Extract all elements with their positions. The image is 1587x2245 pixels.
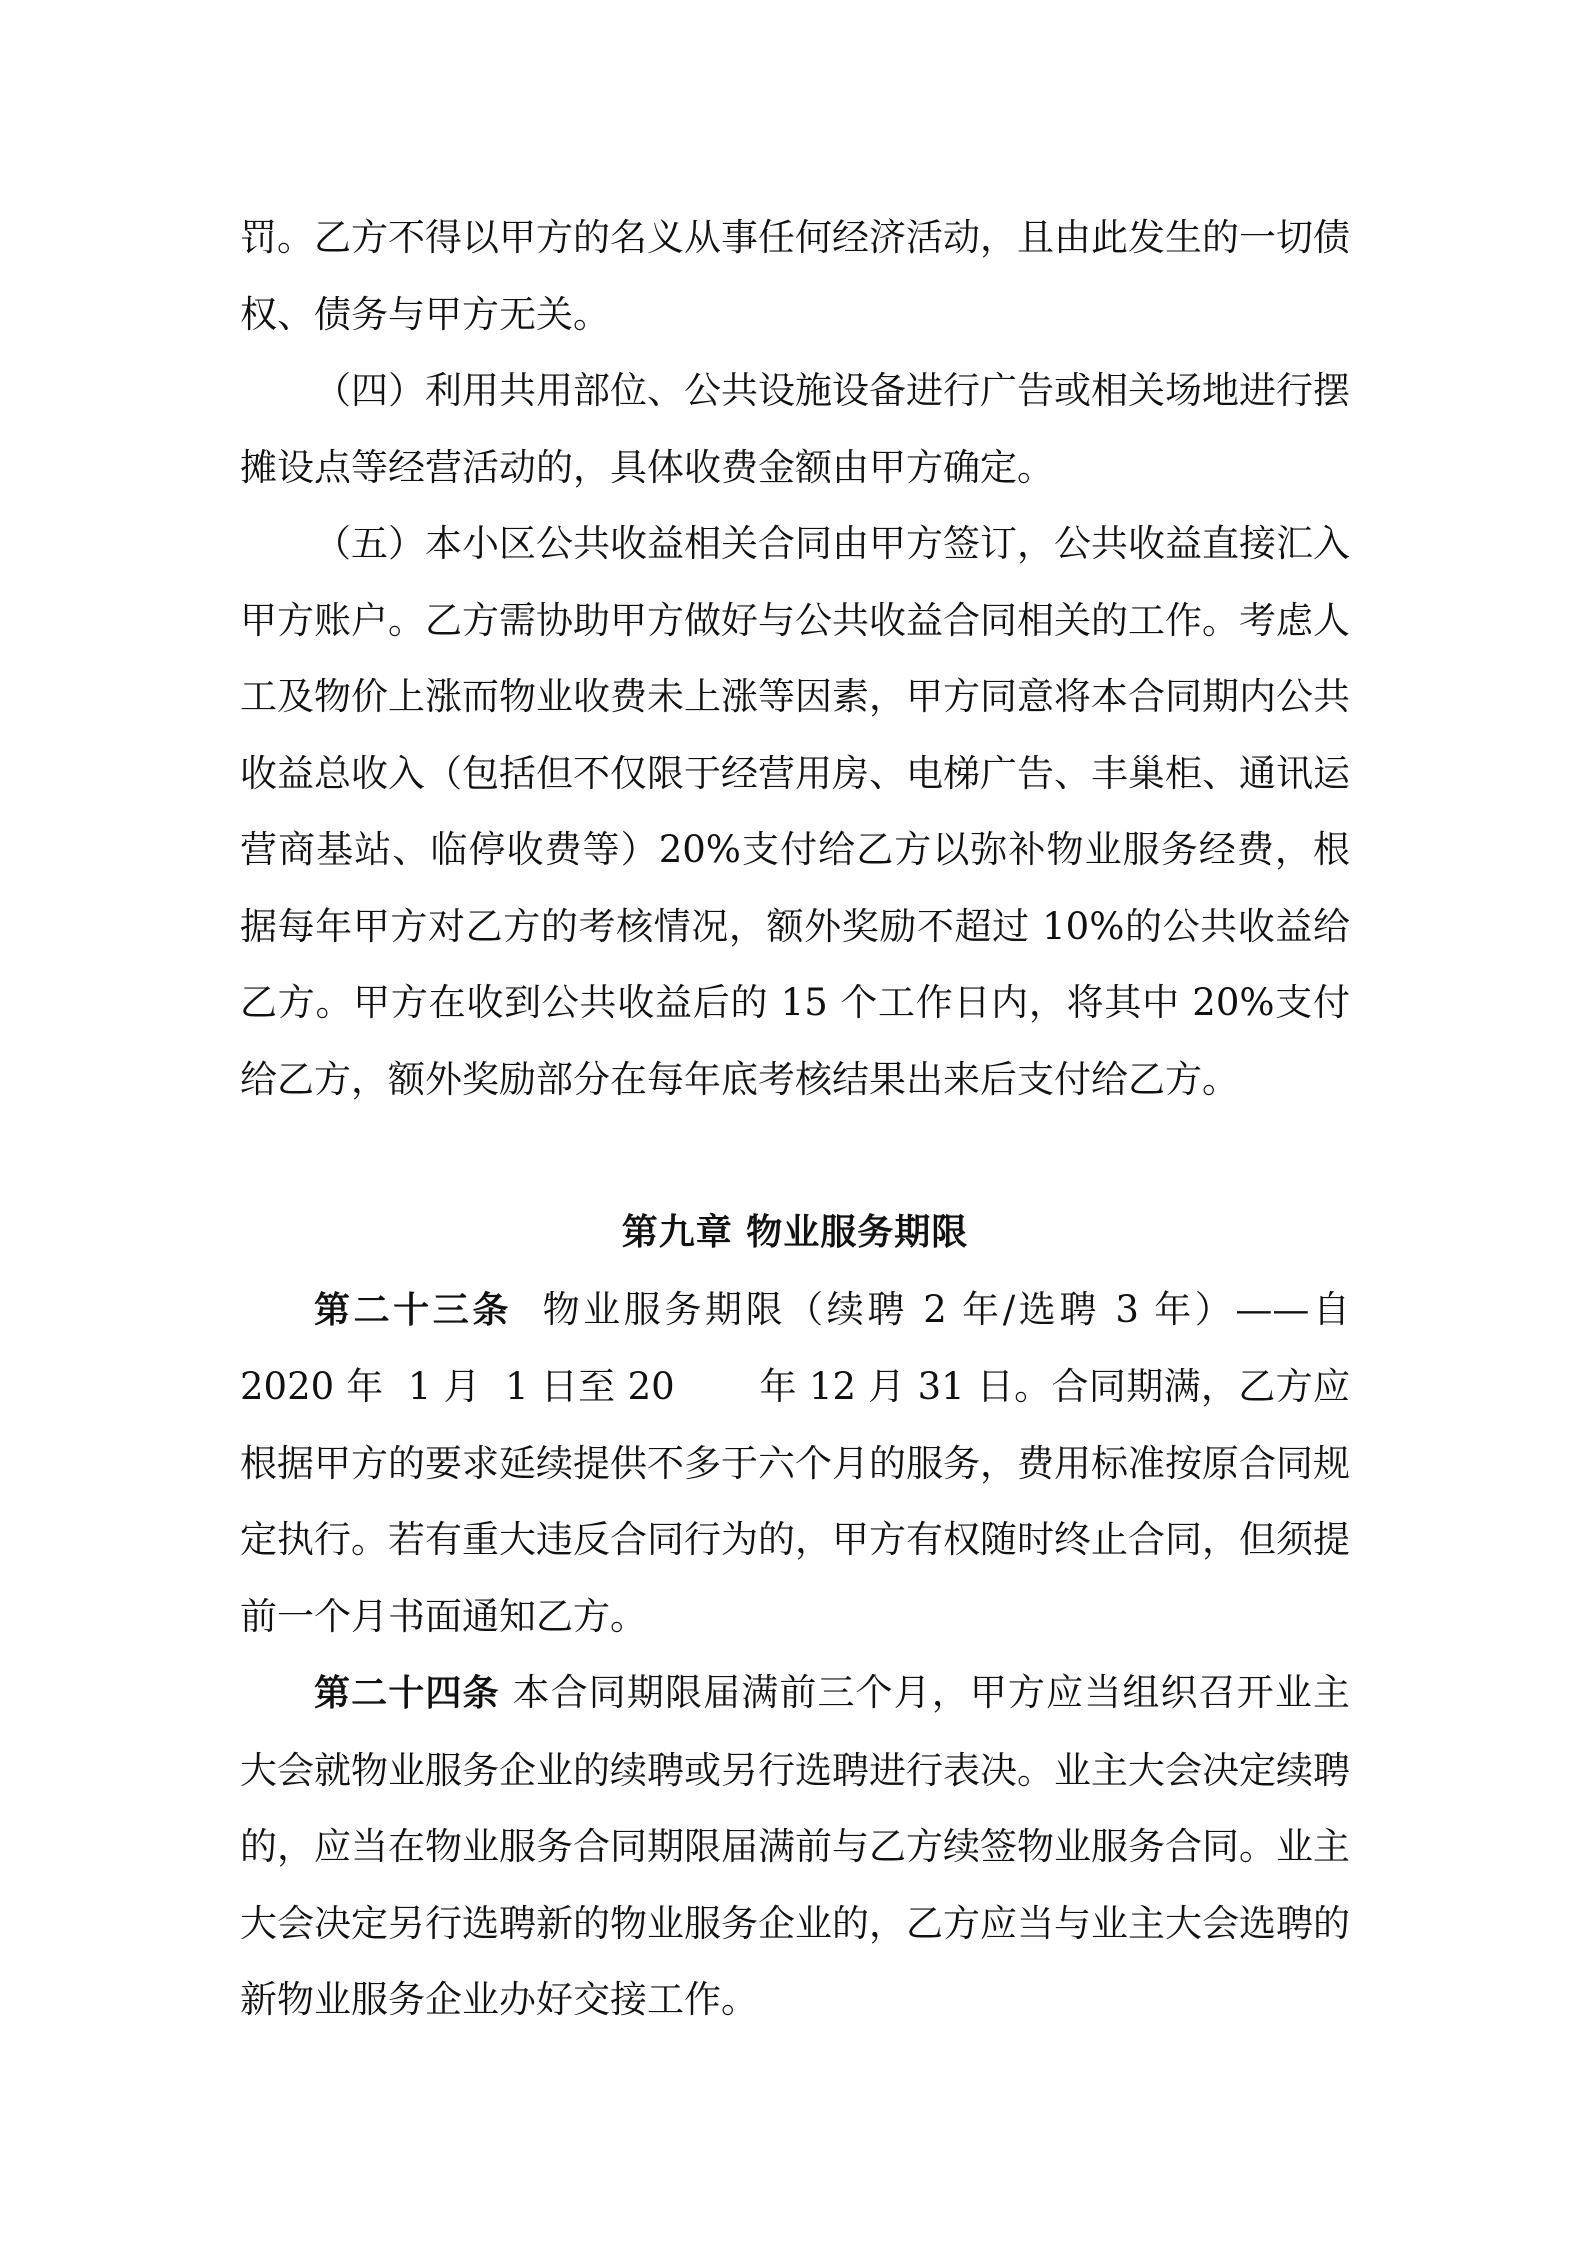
paragraph-continuation: 罚。乙方不得以甲方的名义从事任何经济活动，且由此发生的一切债权、债务与甲方无关。 xyxy=(240,216,1350,336)
article-23-text: 物业服务期限（续聘 2 年/选聘 3 年）——自 2020 年 1 月 1 日至 20 年 12 月 31 日。合同期满，乙方应根据甲方的要求延续提供不多于六个月的服务，费用标准按原合同规定执行。若有重大违反合同行为的，甲方有权随时终止合同，但须提前一个月书面通知乙方。 xyxy=(240,1287,1362,1638)
chapter-title: 第九章 物业服务期限 xyxy=(621,1212,969,1253)
article-24-label: 第二十四条 xyxy=(314,1673,500,1714)
article-24 xyxy=(240,1655,1350,2039)
article-23-label: 第二十三条 xyxy=(314,1289,512,1331)
article-24-text: 本合同期限届满前三个月，甲方应当组织召开业主大会就物业服务企业的续聘或另行选聘进行表决。业主大会决定续聘的，应当在物业服务合同期限届满前与乙方续签物业服务合同。业主大会决定另行选聘新的物业服务企业的，乙方应当与业主大会选聘的新物业服务企业办好交接工作。 xyxy=(240,1671,1350,2021)
document-body xyxy=(240,200,1362,2039)
paragraph-item-5: （五）本小区公共收益相关合同由甲方签订，公共收益直接汇入甲方账户。乙方需协助甲方做好与公共收益合同相关的工作。考虑人工及物价上涨而物业收费未上涨等因素，甲方同意将本合同期内公共收益总收入（包括但不仅限于经营用房、电梯广告、丰巢柜、通讯运营商基站、临停收费等）20%支付给乙方以弥补物业服务经费，根据每年甲方对乙方的考核情况，额外奖励不超过 10%的公共收益给乙方。甲方在收到公共收益后的 15 个工作日内，将其中 20%支付给乙方，额外奖励部分在每年底考核结果出来后支付给乙方。 xyxy=(240,522,1350,1101)
article-23 xyxy=(240,1272,1362,1656)
paragraph-item-4: （四）利用共用部位、公共设施设备进行广告或相关场地进行摆摊设点等经营活动的，具体收费金额由甲方确定。 xyxy=(240,369,1350,489)
